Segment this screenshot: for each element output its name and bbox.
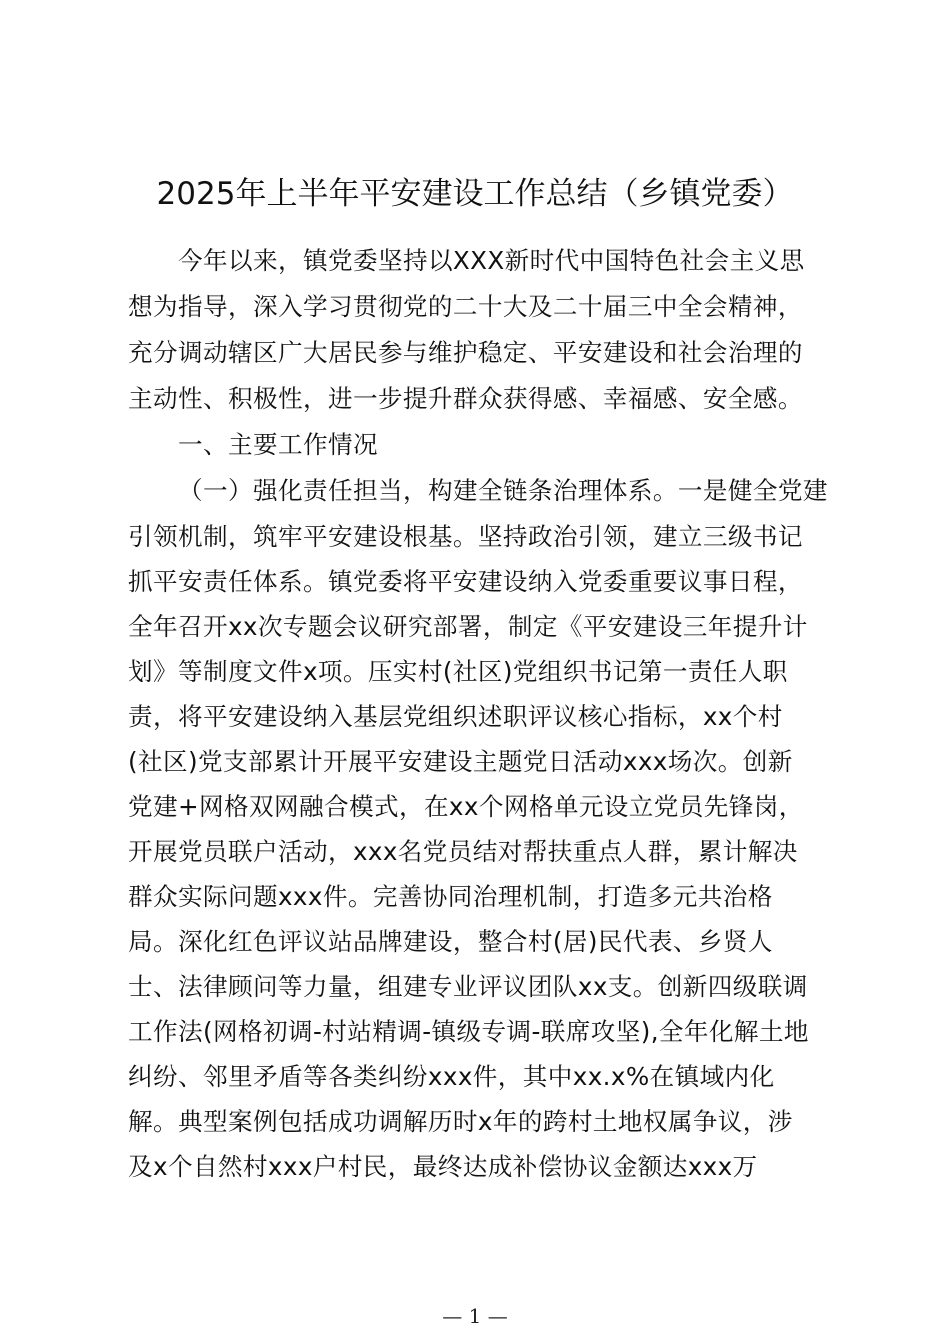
paragraph-line: 充分调动辖区广大居民参与维护稳定、平安建设和社会治理的 [128, 338, 803, 367]
paragraph-line: 局。深化红色评议站品牌建设，整合村(居)民代表、乡贤人 [128, 927, 773, 956]
paragraph-line: (社区)党支部累计开展平安建设主题党日活动xxx场次。创新 [128, 747, 793, 776]
page-number: — 1 — [442, 1304, 508, 1328]
paragraph-line: 主动性、积极性，进一步提升群众获得感、幸福感、安全感。 [128, 384, 803, 413]
paragraph-line: （一）强化责任担当，构建全链条治理体系。一是健全党建 [178, 476, 828, 505]
paragraph-line: 全年召开xx次专题会议研究部署，制定《平安建设三年提升计 [128, 612, 808, 641]
paragraph-line: 抓平安责任体系。镇党委将平安建设纳入党委重要议事日程， [128, 567, 803, 596]
paragraph-line: 解。典型案例包括成功调解历时x年的跨村土地权属争议，涉 [128, 1107, 793, 1136]
paragraph-line: 引领机制，筑牢平安建设根基。坚持政治引领，建立三级书记 [128, 522, 803, 551]
paragraph-line: 想为指导，深入学习贯彻党的二十大及二十届三中全会精神， [128, 292, 803, 321]
paragraph-line: 划》等制度文件x项。压实村(社区)党组织书记第一责任人职 [128, 657, 788, 686]
paragraph-line: 工作法(网格初调-村站精调-镇级专调-联席攻坚),全年化解土地 [128, 1017, 809, 1046]
paragraph-line: 及x个自然村xxx户村民，最终达成补偿协议金额达xxx万 [128, 1152, 758, 1181]
paragraph-line: 士、法律顾问等力量，组建专业评议团队xx支。创新四级联调 [128, 972, 808, 1001]
document-title: 2025年上半年平安建设工作总结（乡镇党委） [156, 176, 794, 212]
paragraph-line: 党建+网格双网融合模式，在xx个网格单元设立党员先锋岗， [128, 792, 804, 821]
paragraph-line: 纠纷、邻里矛盾等各类纠纷xxx件，其中xx.x%在镇域内化 [128, 1062, 775, 1091]
paragraph-line: 开展党员联户活动，xxx名党员结对帮扶重点人群，累计解决 [128, 837, 798, 866]
paragraph-line: 责，将平安建设纳入基层党组织述职评议核心指标，xx个村 [128, 702, 783, 731]
section-heading: 一、主要工作情况 [178, 430, 378, 459]
paragraph-line: 今年以来，镇党委坚持以XXX新时代中国特色社会主义思 [178, 246, 805, 275]
paragraph-line: 群众实际问题xxx件。完善协同治理机制，打造多元共治格 [128, 882, 773, 911]
